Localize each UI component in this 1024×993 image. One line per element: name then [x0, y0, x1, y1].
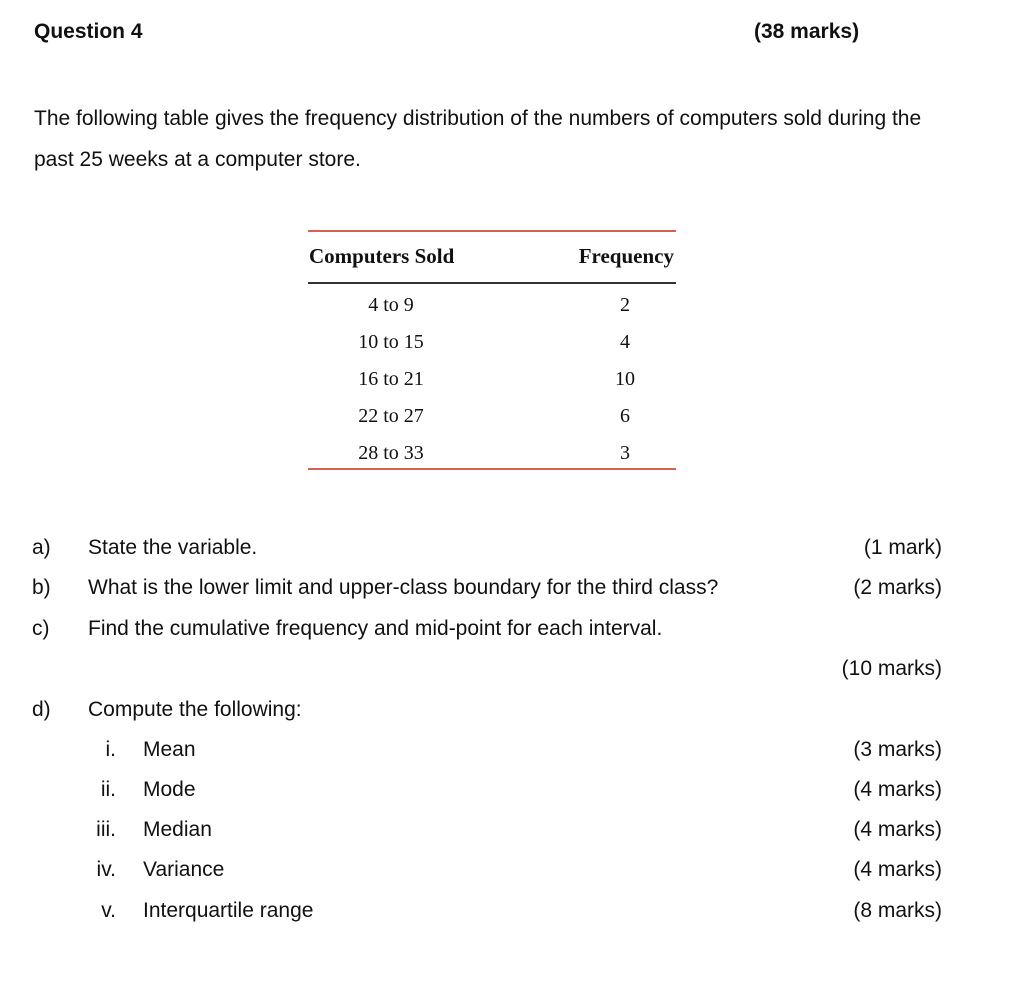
question-b-text: What is the lower limit and upper-class boundary for the third class? [88, 576, 719, 599]
subquestion-text: Mode [143, 778, 196, 801]
table-body [308, 284, 676, 468]
subquestion-number: iv. [96, 858, 116, 881]
subquestion-number: iii. [96, 818, 116, 841]
subquestion-marks: (4 marks) [853, 778, 942, 801]
subquestion-number: i. [105, 738, 116, 761]
question-d-label: d) [32, 698, 51, 721]
intro-paragraph: The following table gives the frequency distribution of the numbers of computers sold during the past 25 weeks at a computer store. [34, 107, 922, 171]
subquestion-number: ii. [100, 778, 116, 801]
subquestion-text: Mean [143, 738, 196, 761]
cell-range: 4 to 9 [368, 294, 414, 316]
subquestion-text: Median [143, 818, 212, 841]
cell-frequency: 2 [620, 294, 630, 316]
question-c-text: Find the cumulative frequency and mid-point for each interval. [88, 617, 663, 640]
header-computers-sold: Computers Sold [309, 244, 455, 268]
subquestion-text: Interquartile range [143, 899, 314, 922]
table-header-row [308, 232, 676, 282]
frequency-table [308, 230, 676, 470]
cell-frequency: 3 [620, 442, 630, 464]
table-row [308, 434, 676, 471]
header-frequency: Frequency [578, 244, 674, 268]
table-row [308, 360, 676, 397]
subquestion-marks: (4 marks) [853, 858, 942, 881]
subquestion-number: v. [101, 899, 116, 922]
cell-range: 10 to 15 [358, 331, 424, 353]
question-c-marks: (10 marks) [841, 657, 942, 680]
question-d-text: Compute the following: [88, 698, 302, 721]
cell-frequency: 6 [620, 405, 630, 427]
subquestion-marks: (4 marks) [853, 818, 942, 841]
cell-range: 28 to 33 [358, 442, 424, 464]
cell-frequency: 4 [620, 331, 630, 353]
question-total-marks: (38 marks) [754, 20, 860, 43]
subquestion-text: Variance [143, 858, 225, 881]
question-title: Question 4 [34, 20, 143, 43]
subquestion-marks: (8 marks) [853, 899, 942, 922]
question-b-marks: (2 marks) [853, 576, 942, 599]
subquestion-marks: (3 marks) [853, 738, 942, 761]
cell-range: 22 to 27 [358, 405, 424, 427]
question-a-text: State the variable. [88, 536, 258, 559]
question-c-label: c) [32, 617, 50, 640]
table-row [308, 323, 676, 360]
question-a-label: a) [32, 536, 51, 559]
table-row [308, 286, 676, 323]
cell-frequency: 10 [615, 368, 635, 390]
table-row [308, 397, 676, 434]
question-a-marks: (1 mark) [863, 536, 942, 559]
question-b-label: b) [32, 576, 51, 599]
cell-range: 16 to 21 [358, 368, 424, 390]
